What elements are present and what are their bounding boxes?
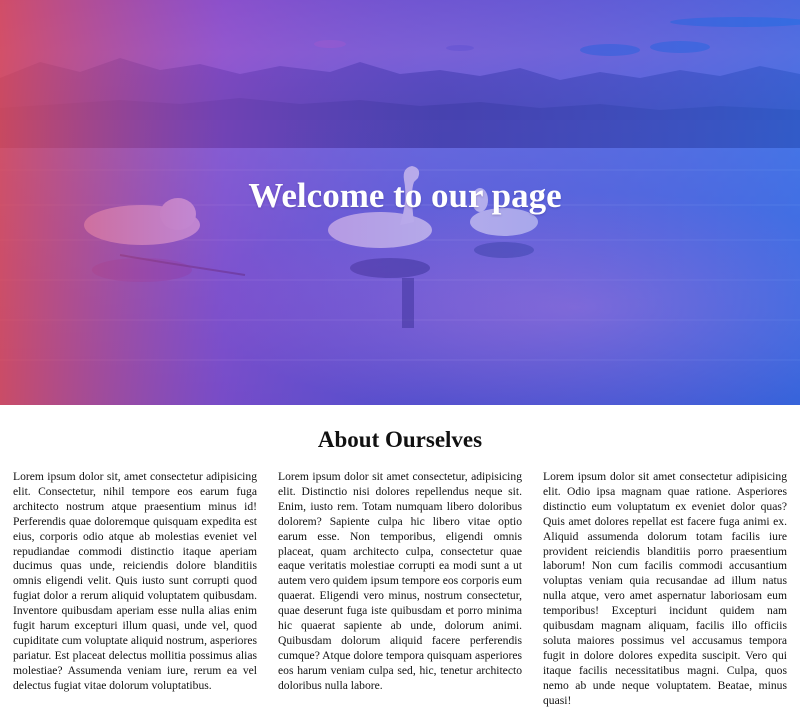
- about-section: [0, 405, 800, 709]
- about-title: About Ourselves: [317, 427, 483, 452]
- about-column-2: Lorem ipsum dolor sit amet consectetur, adipisicing elit. Distinctio nisi dolores repellendus neque sit. Enim, iusto rem. Totam numquam libero doloribus dolorem? Sapiente culpa hic libero vitae optio earum esse. Non temporibus, eligendi omnis placeat, quam architecto culpa, consectetur quae eaque veritatis molestiae corrupti ea modi sunt a ut autem vero quidem ipsum tempore eos corporis eum quaerat. Eligendi vero minus, nostrum consectetur, quae deserunt fuga iste quibusdam et porro minima hic quaerat sapiente ab unde, dolorum animi. Quibusdam dolorum aliquid facere perferendis cumque? Atque dolore tempora quisquam asperiores eos harum veniam culpa sed, hic, tenetur architecto doloribus nulla labore.: [278, 470, 522, 692]
- about-columns: [0, 453, 800, 709]
- about-column-1: Lorem ipsum dolor sit, amet consectetur adipisicing elit. Consectetur, nihil tempore eos earum fuga architecto nostrum atque praesentium minus id! Perferendis quae doloremque quisquam expedita est eius, corporis odio atque ab molestias eveniet vel repudiandae commodi distinctio itaque aperiam ducimus quas unde, reiciendis dolore blanditiis omnis eligendi velit. Quis iusto sunt corrupti quod fugiat dolor a rerum aliquid voluptatem quibusdam. Inventore quibusdam aperiam esse nulla alias enim fugit harum excepturi illum quasi, unde vel, quod cupiditate cum voluptate aliquid nostrum, asperiores pariatur. Est placeat delectus mollitia possimus alias molestiae? Assumenda veniam iure, rerum ea vel delectus fugiat vitae dolorum voluptatibus.: [13, 470, 257, 692]
- hero-title: Welcome to our page: [248, 176, 562, 215]
- about-column-3: Lorem ipsum dolor sit amet consectetur adipisicing elit. Odio ipsa magnam quae ratione. Asperiores distinctio eum voluptatum ex eveniet dolor quas? Quis amet dolores repellat est facere fuga animi ex. Aliquid assumenda dolorum totam facilis iure provident reiciendis blanditiis porro praesentium laborum! Non cum facilis commodi accusantium voluptas veniam quia recusandae ad illum natus nulla atque, vero amet aspernatur laboriosam eum temporibus! Excepturi incidunt quidem nam quibusdam magnam aliquam, facilis illo officiis soluta maiores possimus vel accusamus tempora fugit in dolore dolores expedita suscipit. Vero qui itaque facilis necessitatibus magni. Culpa, quos nemo ab unde neque voluptatem. Beatae, minus quasi!: [543, 470, 787, 707]
